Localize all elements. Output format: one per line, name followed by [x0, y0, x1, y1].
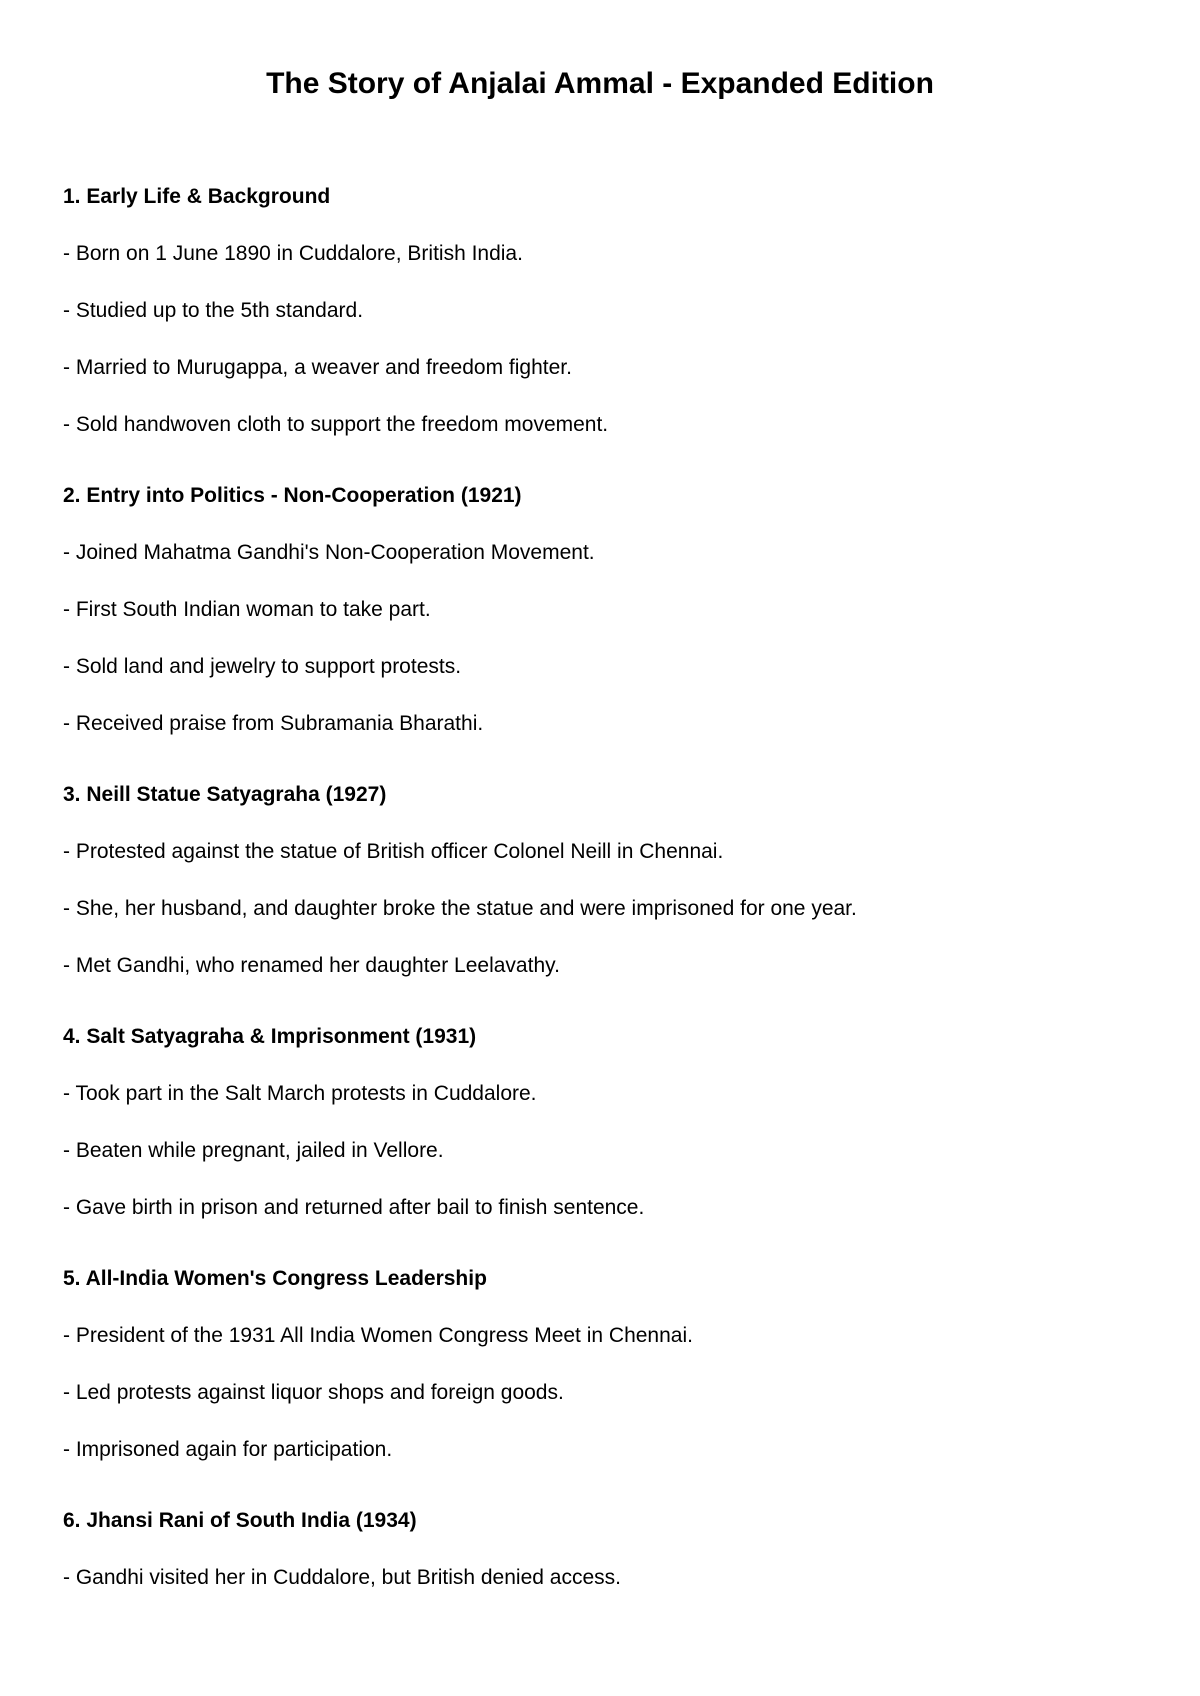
section-entry-into-politics — [63, 481, 1143, 739]
bullet-item: - Sold handwoven cloth to support the freedom movement. — [63, 413, 609, 436]
bullet-item: - Protested against the statue of British officer Colonel Neill in Chennai. — [63, 840, 724, 863]
bullet-item: - Joined Mahatma Gandhi's Non-Cooperation Movement. — [63, 541, 595, 564]
section-jhansi-rani — [63, 1506, 1143, 1593]
section-heading: 3. Neill Statue Satyagraha (1927) — [63, 783, 387, 806]
section-womens-congress — [63, 1264, 1143, 1465]
bullet-item: - Gave birth in prison and returned after bail to finish sentence. — [63, 1196, 645, 1219]
section-heading: 5. All-India Women's Congress Leadership — [63, 1267, 487, 1290]
bullet-item: - First South Indian woman to take part. — [63, 598, 431, 621]
section-early-life — [63, 182, 1143, 440]
bullet-item: - Sold land and jewelry to support protests. — [63, 655, 462, 678]
bullet-item: - Took part in the Salt March protests in Cuddalore. — [63, 1082, 537, 1105]
bullet-item: - Met Gandhi, who renamed her daughter Leelavathy. — [63, 954, 560, 977]
section-heading: 4. Salt Satyagraha & Imprisonment (1931) — [63, 1025, 477, 1048]
section-heading: 2. Entry into Politics - Non-Cooperation (1921) — [63, 484, 522, 507]
bullet-item: - Imprisoned again for participation. — [63, 1438, 393, 1461]
bullet-item: - Received praise from Subramania Bharathi. — [63, 712, 484, 735]
bullet-item: - She, her husband, and daughter broke the statue and were imprisoned for one year. — [63, 897, 857, 920]
bullet-item: - Beaten while pregnant, jailed in Vellore. — [63, 1139, 444, 1162]
bullet-item: - Married to Murugappa, a weaver and freedom fighter. — [63, 356, 572, 379]
bullet-item: - President of the 1931 All India Women Congress Meet in Chennai. — [63, 1324, 693, 1347]
bullet-item: - Born on 1 June 1890 in Cuddalore, British India. — [63, 242, 523, 265]
bullet-item: - Led protests against liquor shops and foreign goods. — [63, 1381, 564, 1404]
section-salt-satyagraha — [63, 1022, 1143, 1223]
document-title: The Story of Anjalai Ammal - Expanded Edition — [266, 67, 934, 100]
section-neill-statue — [63, 780, 1143, 981]
section-heading: 6. Jhansi Rani of South India (1934) — [63, 1509, 417, 1532]
section-heading: 1. Early Life & Background — [63, 185, 331, 208]
bullet-item: - Studied up to the 5th standard. — [63, 299, 364, 322]
bullet-item: - Gandhi visited her in Cuddalore, but British denied access. — [63, 1566, 621, 1589]
document-body — [63, 182, 1143, 1634]
